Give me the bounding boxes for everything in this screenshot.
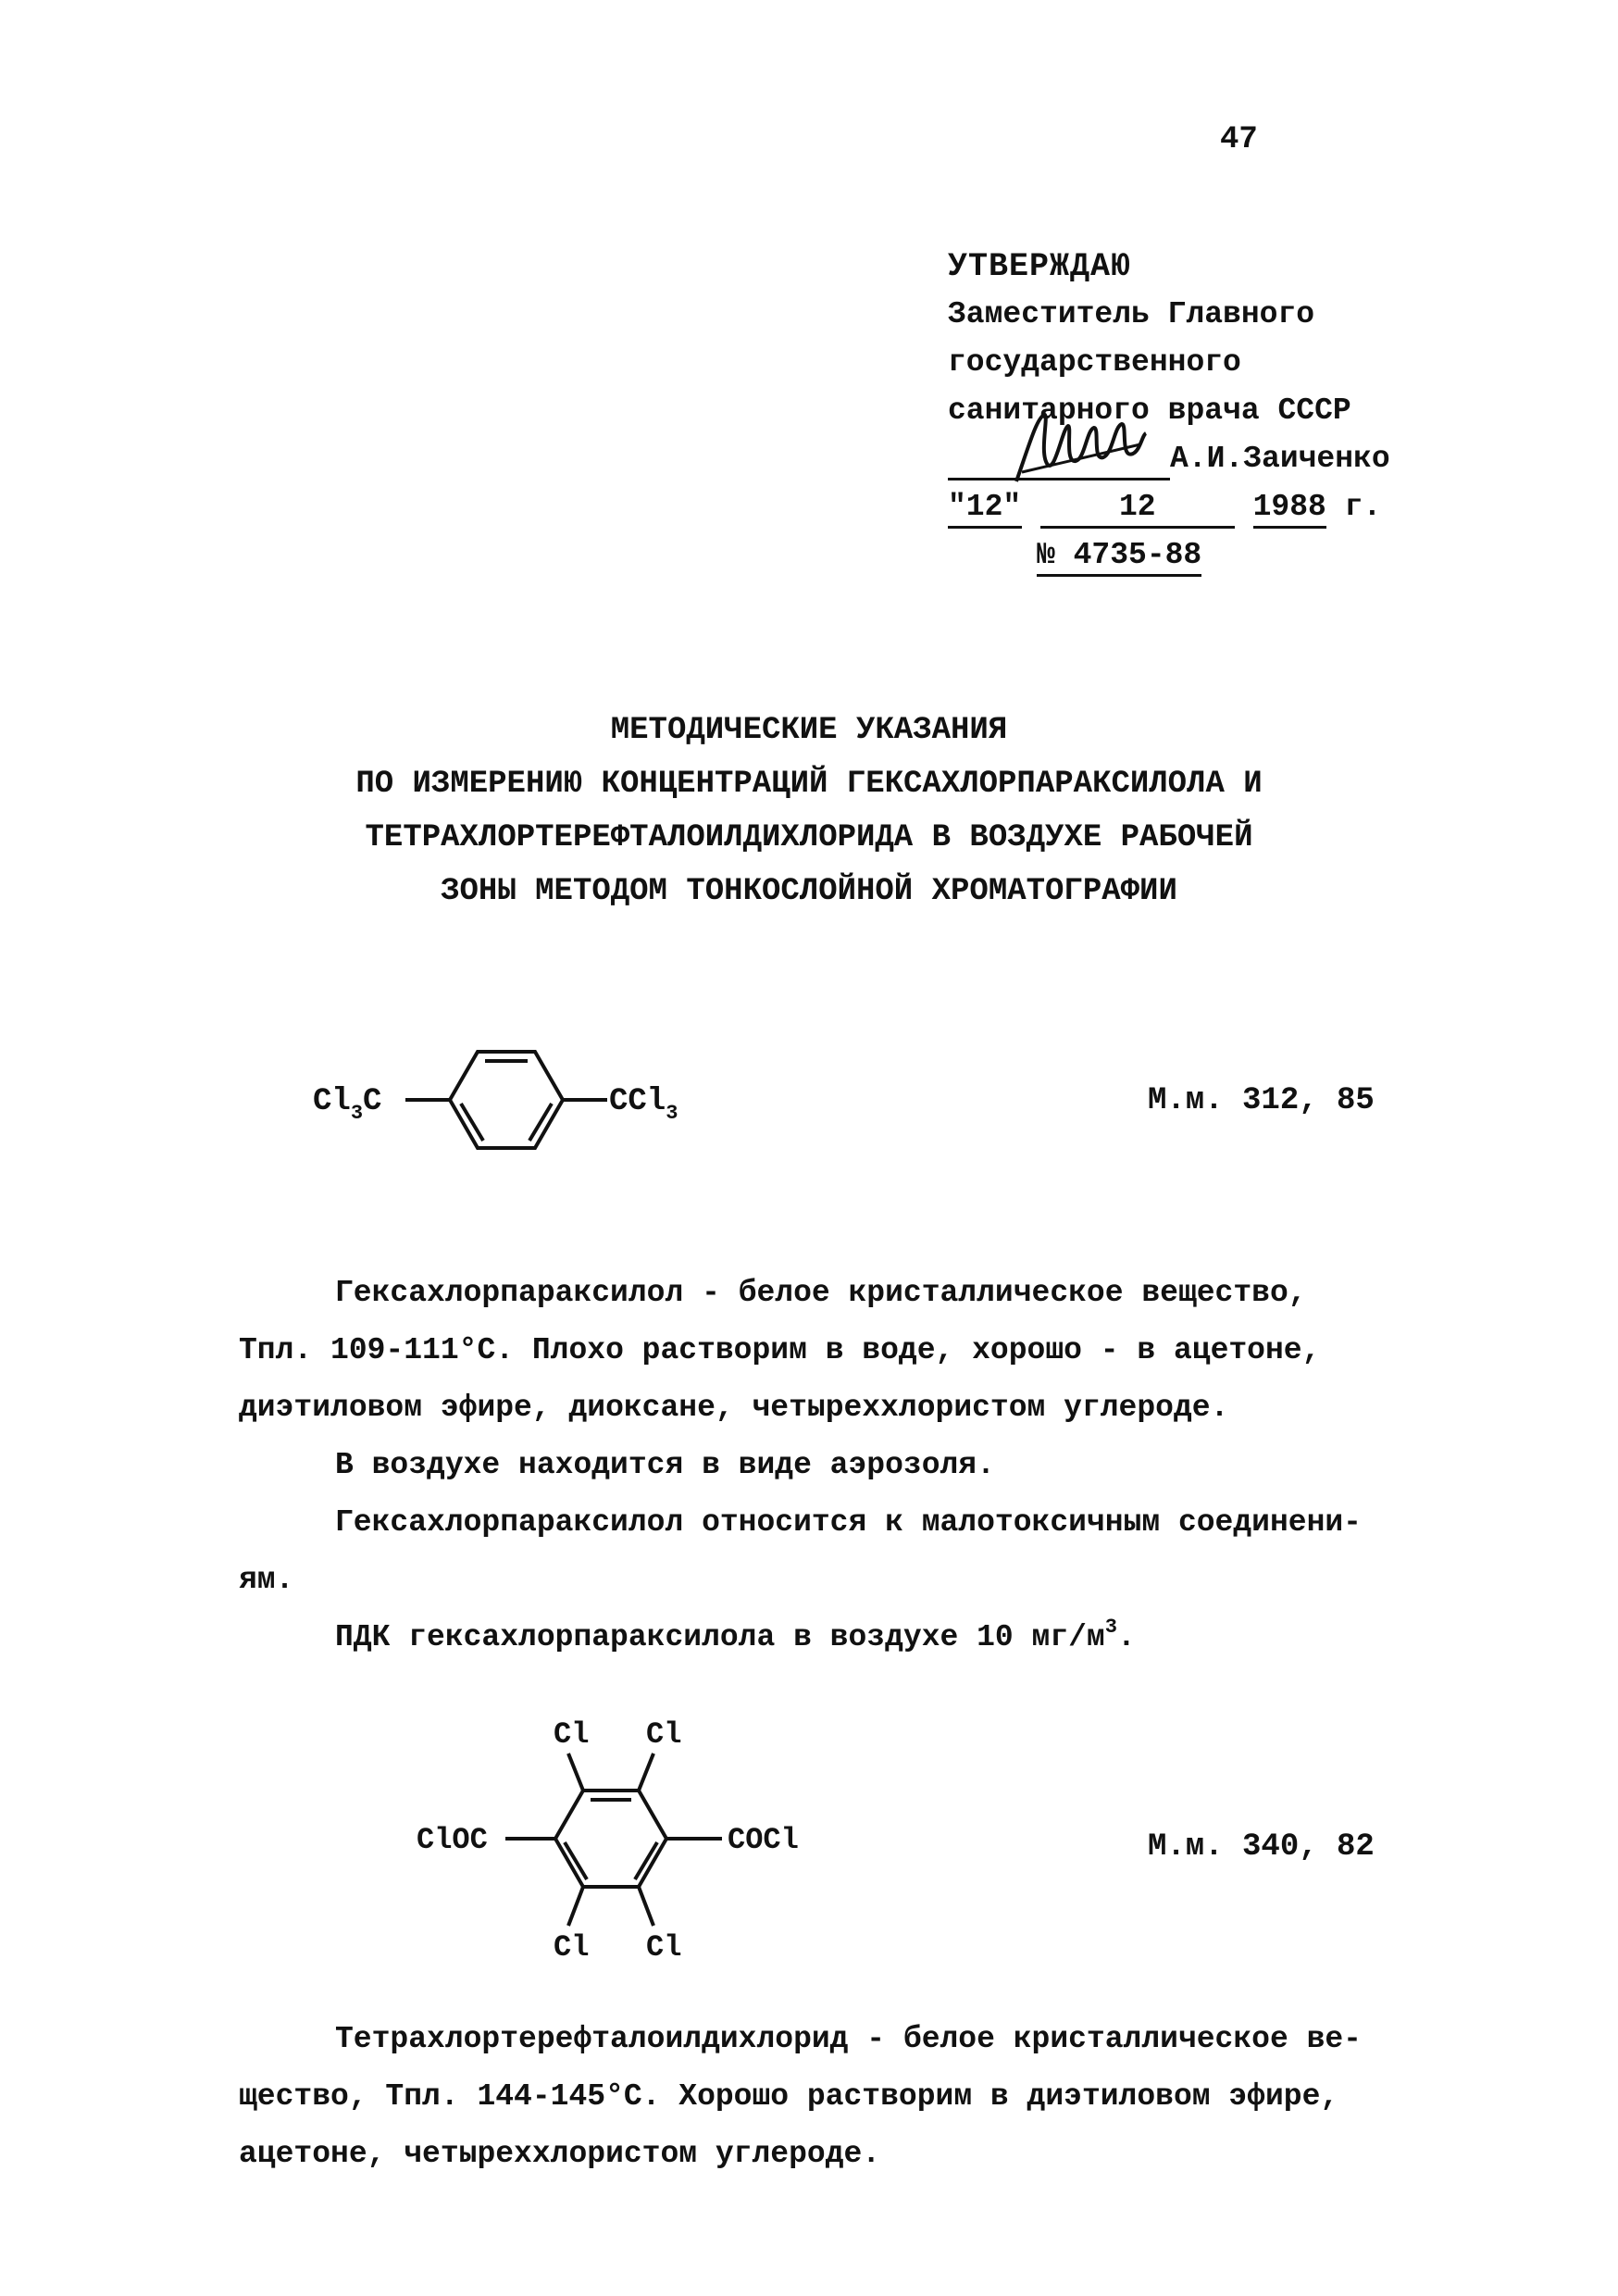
- paragraph-hexachloroparaxylene: [239, 1265, 1387, 1666]
- approval-heading: УТВЕРЖДАЮ: [948, 248, 1132, 285]
- paragraph-tetrachloroterephthaloyl: [239, 2011, 1387, 2183]
- paragraph2-line-1: Тетрахлортерефталоилдихлорид - белое кристаллическое ве-: [335, 2022, 1362, 2056]
- molar-mass-2: М.м. 340, 82: [1148, 1829, 1375, 1865]
- date-year: 1988: [1253, 489, 1326, 529]
- paragraph1-line-1: Гексахлорпараксилол - белое кристаллическое вещество,: [335, 1276, 1307, 1310]
- registration-number: № 4735-88: [1037, 537, 1201, 577]
- svg-text:Cl: Cl: [646, 1717, 682, 1752]
- svg-text:Cl: Cl: [554, 1930, 590, 1963]
- signature-line: [948, 435, 1390, 483]
- svg-text:Cl: Cl: [646, 1930, 682, 1963]
- paragraph1-line-5: Гексахлорпараксилол относится к малотоксичным соединени-: [335, 1505, 1362, 1540]
- approval-date: [948, 483, 1390, 531]
- formula1-right-group: CCl$_3$: [609, 1084, 678, 1125]
- svg-text:ClOC: ClOC: [417, 1823, 488, 1857]
- paragraph2-line-2: щество, Тпл. 144-145°С. Хорошо растворим в диэтиловом эфире,: [239, 2079, 1339, 2114]
- title-line-1: МЕТОДИЧЕСКИЕ УКАЗАНИЯ: [610, 713, 1008, 748]
- paragraph1-line-3: диэтиловом эфире, диоксане, четыреххлористом углероде.: [239, 1391, 1229, 1425]
- svg-text:Cl: Cl: [554, 1717, 590, 1752]
- svg-text:COCl: COCl: [728, 1823, 799, 1857]
- approval-block: [948, 243, 1390, 580]
- paragraph1-line-2: Тпл. 109-111°С. Плохо растворим в воде, хорошо - в ацетоне,: [239, 1333, 1321, 1367]
- paragraph1-line-7: ПДК гексахлорпараксилола в воздухе 10 $мг/м^3$.: [335, 1616, 1136, 1654]
- signatory-name: А.И.Заиченко: [1170, 442, 1390, 476]
- structural-formula-hexachloroparaxylene: [313, 1026, 720, 1174]
- structural-formula-tetrachloroterephthaloyl-dichloride: [417, 1713, 824, 1963]
- approval-position-line-1: Заместитель Главного: [948, 297, 1315, 331]
- date-suffix: г.: [1344, 490, 1382, 524]
- date-month: 12: [1040, 489, 1235, 529]
- formula1-left-group: $Cl_3C$: [313, 1084, 382, 1125]
- signature-area: [948, 435, 1170, 483]
- title-line-2: ПО ИЗМЕРЕНИЮ КОНЦЕНТРАЦИЙ ГЕКСАХЛОРПАРАКСИЛОЛА И: [355, 767, 1263, 802]
- paragraph2-line-3: ацетоне, четыреххлористом углероде.: [239, 2137, 881, 2171]
- paragraph1-line-6: ям.: [239, 1563, 294, 1597]
- title-line-4: ЗОНЫ МЕТОДОМ ТОНКОСЛОЙНОЙ ХРОМАТОГРАФИИ: [441, 874, 1177, 909]
- document-title: [0, 704, 1618, 918]
- handwritten-signature: [1011, 407, 1150, 491]
- paragraph1-line-4: В воздухе находится в виде аэрозоля.: [335, 1448, 995, 1482]
- title-line-3: ТЕТРАХЛОРТЕРЕФТАЛОИЛДИХЛОРИДА В ВОЗДУХЕ РАБОЧЕЙ: [365, 820, 1253, 855]
- approval-position-line-2: государственного: [948, 345, 1241, 380]
- approval-number: [948, 531, 1390, 580]
- date-day: "12": [948, 489, 1022, 529]
- molar-mass-1: М.м. 312, 85: [1148, 1083, 1375, 1118]
- approval-position-line-3: санитарного врача СССР: [948, 393, 1351, 428]
- page-number: 47: [1220, 122, 1258, 157]
